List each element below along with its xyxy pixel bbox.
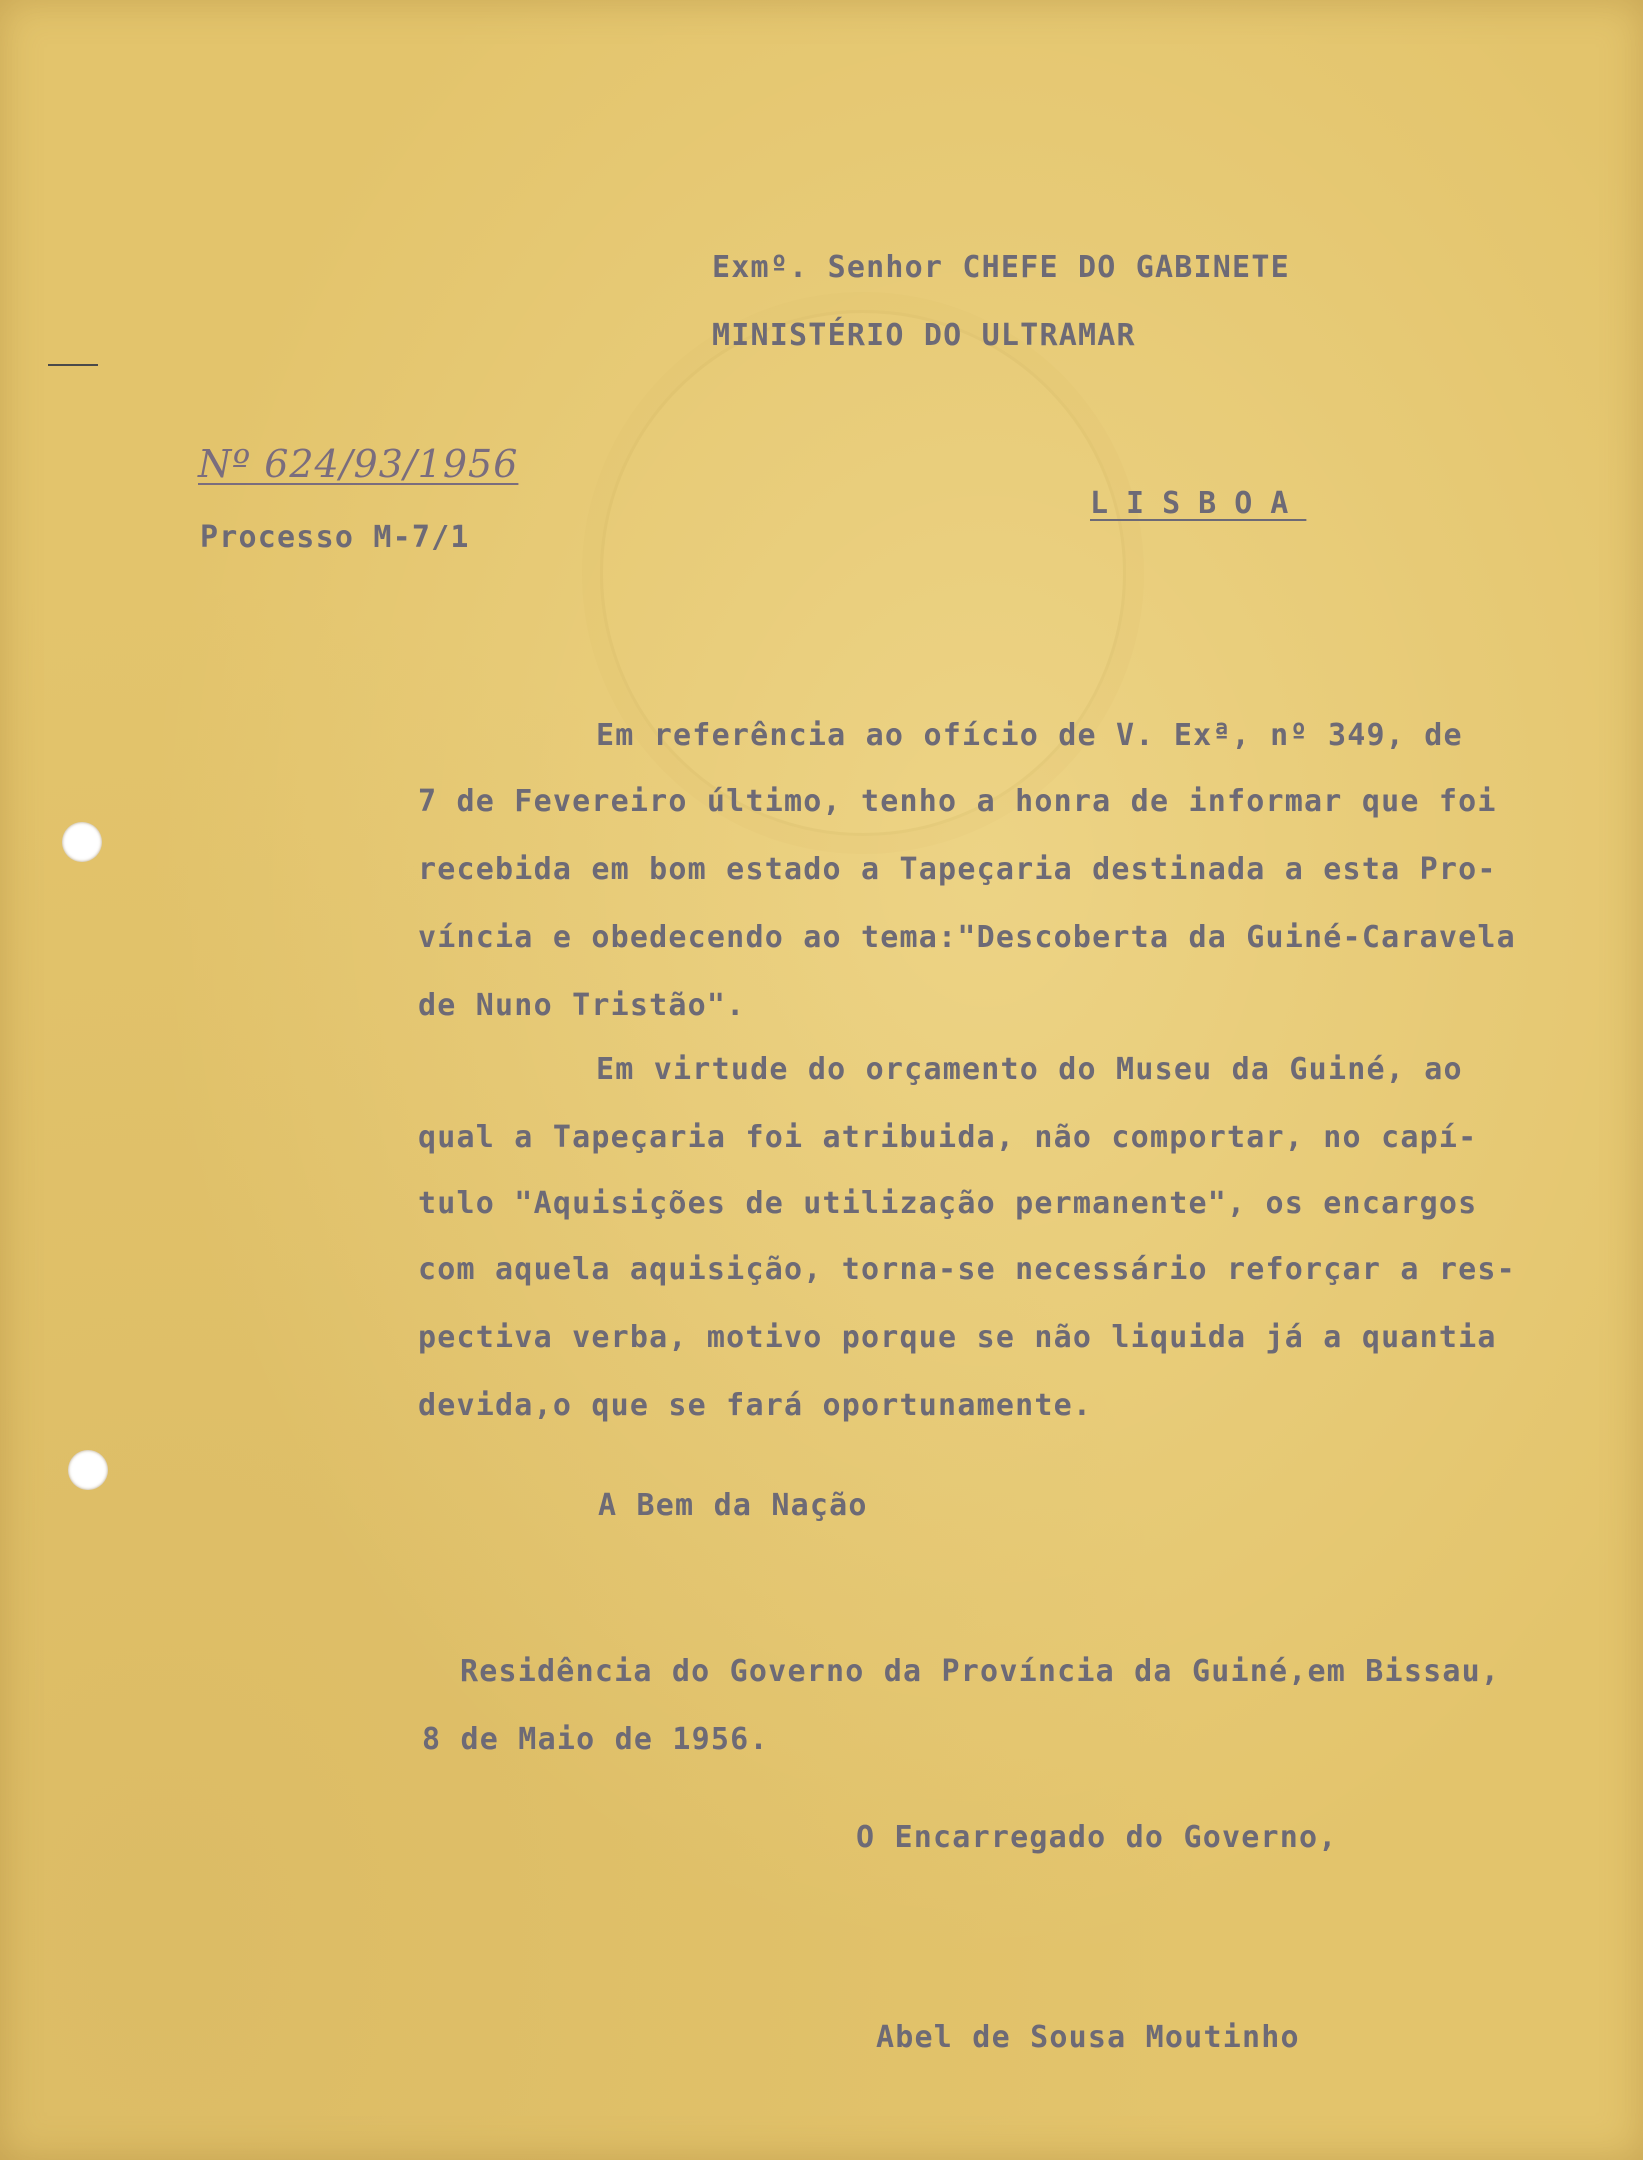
signatory-name: Abel de Sousa Moutinho	[876, 2020, 1300, 2055]
paragraph-line: devida,o que se fará oportunamente.	[418, 1388, 1093, 1423]
signatory-title: O Encarregado do Governo,	[856, 1820, 1338, 1855]
paragraph-line: Em virtude do orçamento do Museu da Guiné, ao	[596, 1052, 1463, 1087]
paragraph-line: 7 de Fevereiro último, tenho a honra de informar que foi	[418, 784, 1497, 819]
paragraph-line: tulo "Aquisições de utilização permanente", os encargos	[418, 1186, 1478, 1221]
city-line: LISBOA	[1090, 486, 1307, 521]
salutation: A Bem da Nação	[598, 1488, 868, 1523]
reference-number: Nº 624/93/1956	[198, 442, 519, 486]
punch-hole-bottom	[68, 1450, 108, 1490]
paragraph-line: com aquela aquisição, torna-se necessário reforçar a res-	[418, 1252, 1516, 1287]
date-line: 8 de Maio de 1956.	[422, 1722, 769, 1757]
paragraph-line: pectiva verba, motivo porque se não liquida já a quantia	[418, 1320, 1497, 1355]
paragraph-line: Em referência ao ofício de V. Exª, nº 349, de	[596, 718, 1463, 753]
paragraph-line: víncia e obedecendo ao tema:"Descoberta da Guiné-Caravela	[418, 920, 1516, 955]
watermark-seal	[600, 310, 1126, 836]
paragraph-line: recebida em bom estado a Tapeçaria destinada a esta Pro-	[418, 852, 1497, 887]
paragraph-line: de Nuno Tristão".	[418, 988, 746, 1023]
addressee-line: Exmº. Senhor CHEFE DO GABINETE	[712, 250, 1290, 285]
margin-mark	[48, 364, 98, 366]
process-number: Processo M-7/1	[200, 520, 470, 555]
punch-hole-top	[62, 822, 102, 862]
paragraph-line: qual a Tapeçaria foi atribuida, não comportar, no capí-	[418, 1120, 1478, 1155]
place-line: Residência do Governo da Província da Guiné,em Bissau,	[460, 1654, 1501, 1689]
ministry-line: MINISTÉRIO DO ULTRAMAR	[712, 318, 1136, 353]
